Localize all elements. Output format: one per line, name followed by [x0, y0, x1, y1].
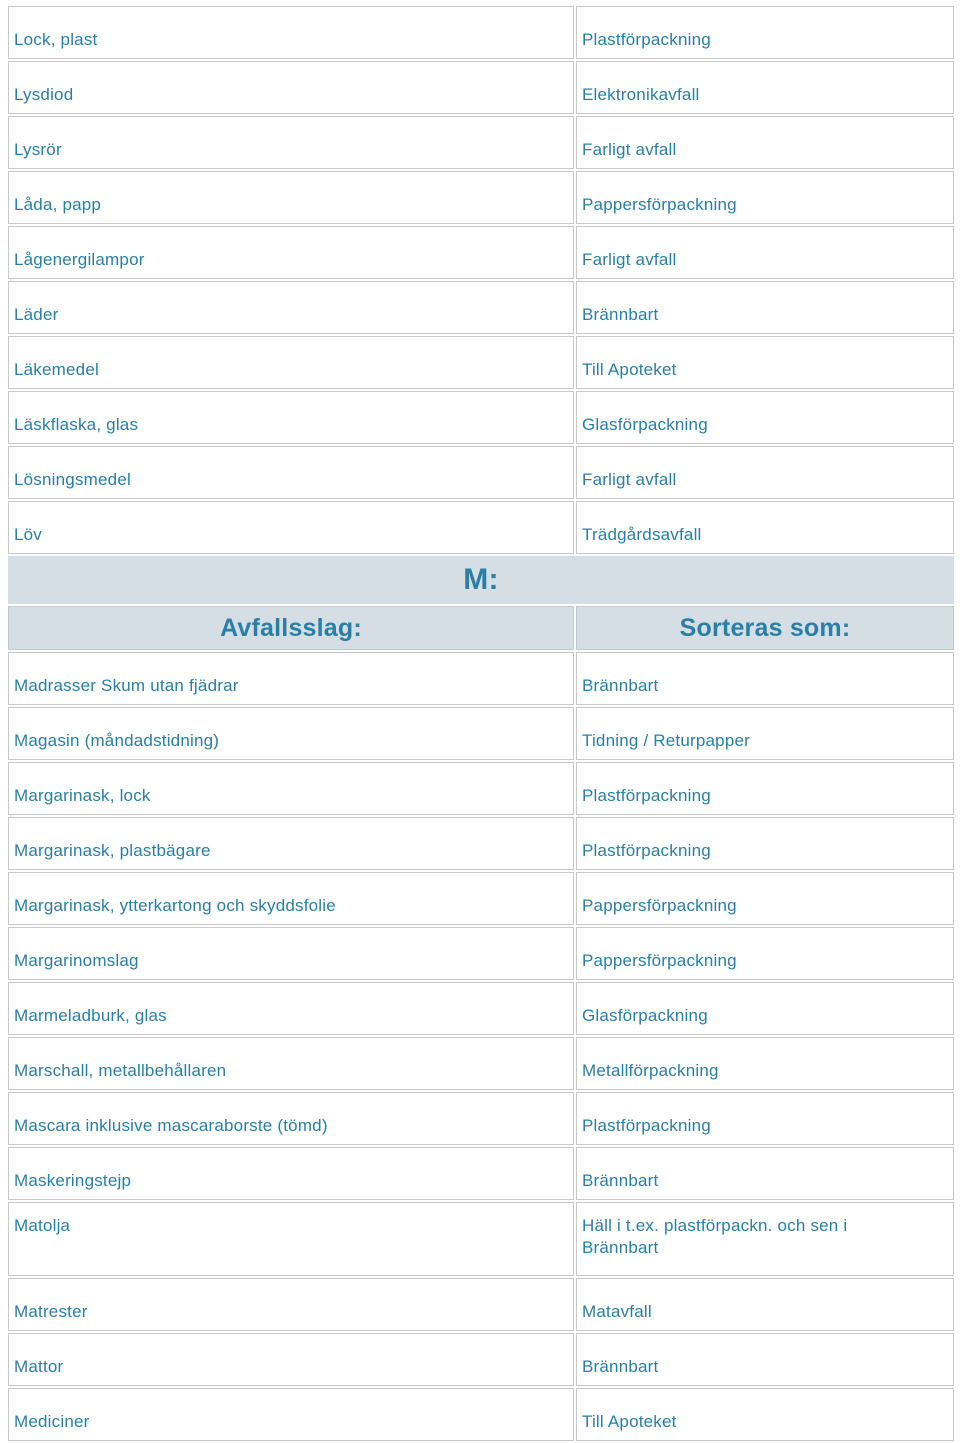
sort-category: Pappersförpackning: [576, 171, 954, 224]
waste-item: Margarinask, ytterkartong och skyddsfolie: [8, 872, 574, 925]
waste-sorting-table: [6, 4, 956, 1443]
sort-category-line: Häll i t.ex. plastförpackn. och sen i: [582, 1216, 848, 1235]
section-letter: M:: [8, 556, 954, 604]
table-row: [8, 1333, 954, 1386]
waste-item: Låda, papp: [8, 171, 574, 224]
sort-category: Glasförpackning: [576, 391, 954, 444]
waste-item: Mascara inklusive mascaraborste (tömd): [8, 1092, 574, 1145]
table-row: [8, 652, 954, 705]
table-row: [8, 1147, 954, 1200]
sort-category: Till Apoteket: [576, 336, 954, 389]
table-row: [8, 1037, 954, 1090]
sort-category: Till Apoteket: [576, 1388, 954, 1441]
table-row: [8, 1278, 954, 1331]
column-header-waste-type: Avfallsslag:: [8, 606, 574, 650]
waste-item: Margarinask, plastbägare: [8, 817, 574, 870]
waste-item: Matolja: [8, 1202, 574, 1276]
waste-item: Lågenergilampor: [8, 226, 574, 279]
sort-category: Plastförpackning: [576, 762, 954, 815]
table-row: [8, 927, 954, 980]
sort-category: Brännbart: [576, 652, 954, 705]
table-row: [8, 171, 954, 224]
table-row: [8, 762, 954, 815]
waste-item: Lock, plast: [8, 6, 574, 59]
table-row: [8, 1388, 954, 1441]
table-row: [8, 707, 954, 760]
sort-category: Matavfall: [576, 1278, 954, 1331]
sort-category: Elektronikavfall: [576, 61, 954, 114]
sort-category: Brännbart: [576, 1333, 954, 1386]
sort-category: Trädgårdsavfall: [576, 501, 954, 554]
section-letter-row: [8, 556, 954, 604]
column-header-row: [8, 606, 954, 650]
table-row: [8, 872, 954, 925]
waste-item: Mattor: [8, 1333, 574, 1386]
sort-category: Glasförpackning: [576, 982, 954, 1035]
sort-category: Metallförpackning: [576, 1037, 954, 1090]
waste-item: Marmeladburk, glas: [8, 982, 574, 1035]
sort-category: Plastförpackning: [576, 817, 954, 870]
waste-item: Mediciner: [8, 1388, 574, 1441]
waste-item: Lysrör: [8, 116, 574, 169]
waste-item: Läder: [8, 281, 574, 334]
waste-item: Lösningsmedel: [8, 446, 574, 499]
sort-category: Pappersförpackning: [576, 872, 954, 925]
sort-category: Pappersförpackning: [576, 927, 954, 980]
table-row: [8, 982, 954, 1035]
table-row: [8, 1092, 954, 1145]
waste-item: Läkemedel: [8, 336, 574, 389]
sort-category: Plastförpackning: [576, 6, 954, 59]
sort-category-line: Brännbart: [582, 1238, 659, 1257]
waste-item: Marschall, metallbehållaren: [8, 1037, 574, 1090]
waste-item: Maskeringstejp: [8, 1147, 574, 1200]
table-row: [8, 6, 954, 59]
table-row: [8, 391, 954, 444]
waste-item: Lysdiod: [8, 61, 574, 114]
table-row: [8, 61, 954, 114]
sort-category: Tidning / Returpapper: [576, 707, 954, 760]
table-row: [8, 817, 954, 870]
sort-category: Plastförpackning: [576, 1092, 954, 1145]
column-header-sorted-as: Sorteras som:: [576, 606, 954, 650]
waste-item: Magasin (måndadstidning): [8, 707, 574, 760]
sort-category: Farligt avfall: [576, 446, 954, 499]
table-row: [8, 226, 954, 279]
sort-category: Farligt avfall: [576, 116, 954, 169]
table-row: [8, 116, 954, 169]
sort-category: Brännbart: [576, 281, 954, 334]
waste-item: Margarinask, lock: [8, 762, 574, 815]
table-row: [8, 336, 954, 389]
waste-item: Läskflaska, glas: [8, 391, 574, 444]
table-row: [8, 1202, 954, 1276]
sort-category: Farligt avfall: [576, 226, 954, 279]
table-row: [8, 281, 954, 334]
sort-category: Brännbart: [576, 1147, 954, 1200]
waste-item: Margarinomslag: [8, 927, 574, 980]
waste-item: Madrasser Skum utan fjädrar: [8, 652, 574, 705]
table-row: [8, 501, 954, 554]
table-row: [8, 446, 954, 499]
waste-item: Löv: [8, 501, 574, 554]
sort-category: [576, 1202, 954, 1276]
waste-item: Matrester: [8, 1278, 574, 1331]
